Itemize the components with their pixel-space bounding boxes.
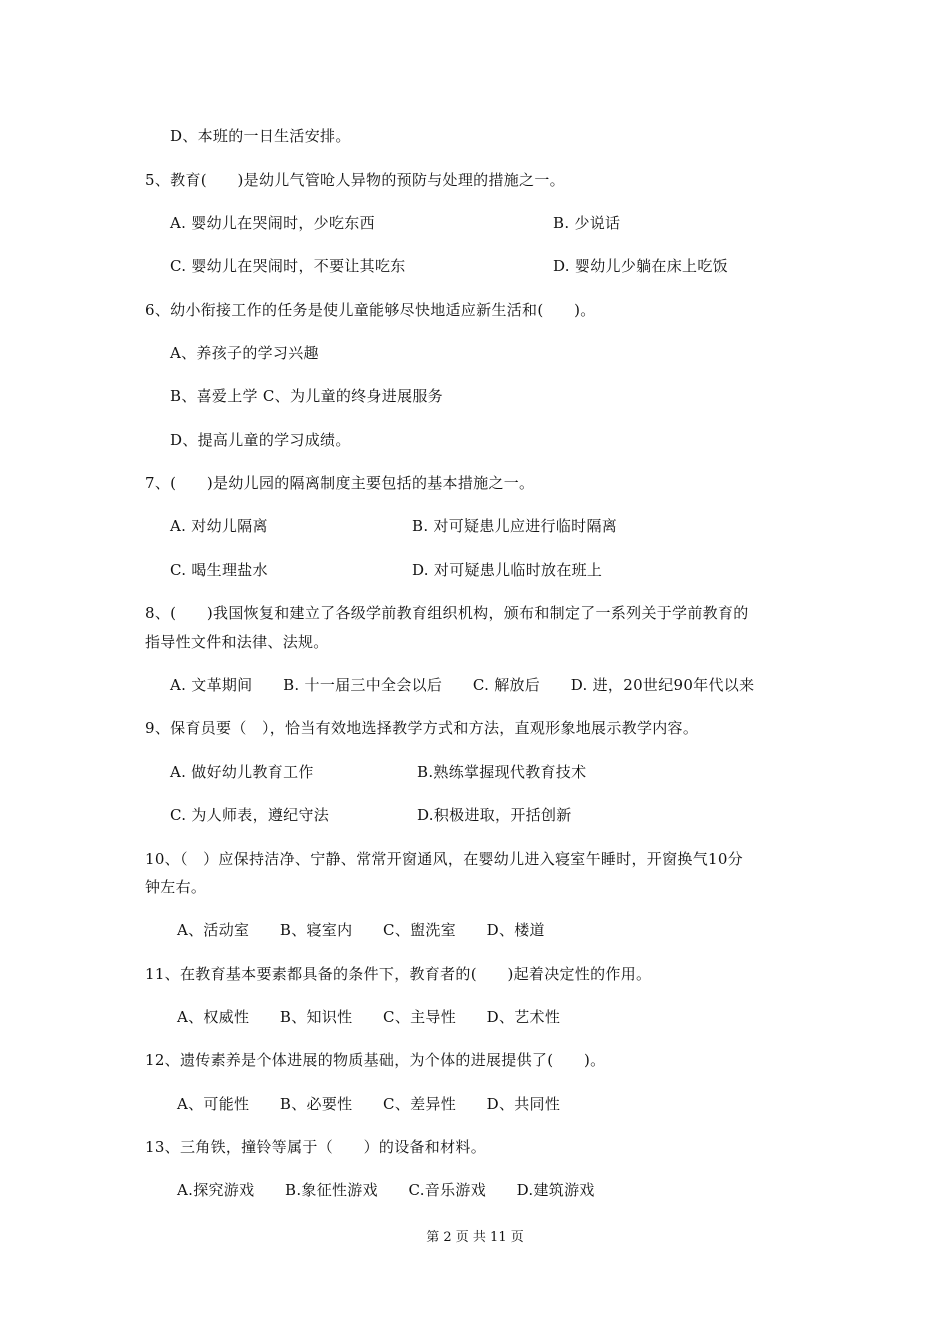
q11-options: A、权威性 B、知识性 C、主导性 D、艺术性 <box>177 1008 561 1026</box>
q9-option-d: D.积极进取，开括创新 <box>417 806 572 824</box>
q12-stem: 12、遗传素养是个体进展的物质基础，为个体的进展提供了( )。 <box>145 1051 606 1069</box>
q7-stem: 7、( )是幼儿园的隔离制度主要包括的基本措施之一。 <box>145 474 535 492</box>
q7-option-a: A. 对幼儿隔离 <box>170 517 268 535</box>
q7-option-d: D. 对可疑患儿临时放在班上 <box>412 561 603 579</box>
q7-option-b: B. 对可疑患儿应进行临时隔离 <box>412 517 618 535</box>
q10-stem-line2: 钟左右。 <box>145 878 207 896</box>
q12-options: A、可能性 B、必要性 C、差异性 D、共同性 <box>177 1095 561 1113</box>
q6-option-a: A、养孩子的学习兴趣 <box>170 344 319 362</box>
page-number-footer: 第 2 页 共 11 页 <box>426 1230 524 1245</box>
q9-option-c: C. 为人师表，遵纪守法 <box>170 806 330 824</box>
q13-stem: 13、三角铁，撞铃等属于（ ）的设备和材料。 <box>145 1138 486 1156</box>
q10-stem-line1: 10、（ ）应保持洁净、宁静、常常开窗通风，在婴幼儿进入寝室午睡时，开窗换气10分 <box>145 850 743 868</box>
q5-option-b: B. 少说话 <box>553 214 621 232</box>
q5-option-d: D. 婴幼儿少躺在床上吃饭 <box>553 257 728 275</box>
q7-option-c: C. 喝生理盐水 <box>170 561 268 579</box>
q9-stem: 9、保育员要（ ），恰当有效地选择教学方式和方法，直观形象地展示教学内容。 <box>145 719 699 737</box>
q6-option-d: D、提高儿童的学习成绩。 <box>170 431 351 449</box>
q4-option-d: D、本班的一日生活安排。 <box>170 127 351 145</box>
q13-options: A.探究游戏 B.象征性游戏 C.音乐游戏 D.建筑游戏 <box>177 1181 595 1199</box>
q8-stem-line2: 指导性文件和法律、法规。 <box>145 633 329 651</box>
q5-option-c: C. 婴幼儿在哭闹时，不要让其吃东 <box>170 257 406 275</box>
q6-stem: 6、幼小衔接工作的任务是使儿童能够尽快地适应新生活和( )。 <box>145 301 596 319</box>
q8-stem-line1: 8、( )我国恢复和建立了各级学前教育组织机构，颁布和制定了一系列关于学前教育的 <box>145 604 749 622</box>
q9-option-b: B.熟练掌握现代教育技术 <box>417 763 587 781</box>
q5-option-a: A. 婴幼儿在哭闹时，少吃东西 <box>170 214 375 232</box>
q11-stem: 11、在教育基本要素都具备的条件下，教育者的( )起着决定性的作用。 <box>145 965 652 983</box>
q9-option-a: A. 做好幼儿教育工作 <box>170 763 314 781</box>
q8-options: A. 文革期间 B. 十一届三中全会以后 C. 解放后 D. 进，20世纪90年代以来 <box>170 676 755 694</box>
q5-stem: 5、教育( )是幼儿气管呛人异物的预防与处理的措施之一。 <box>145 171 565 189</box>
q6-option-bc: B、喜爱上学 C、为儿童的终身进展服务 <box>170 387 443 405</box>
q10-options: A、活动室 B、寝室内 C、盥洗室 D、楼道 <box>177 921 545 939</box>
